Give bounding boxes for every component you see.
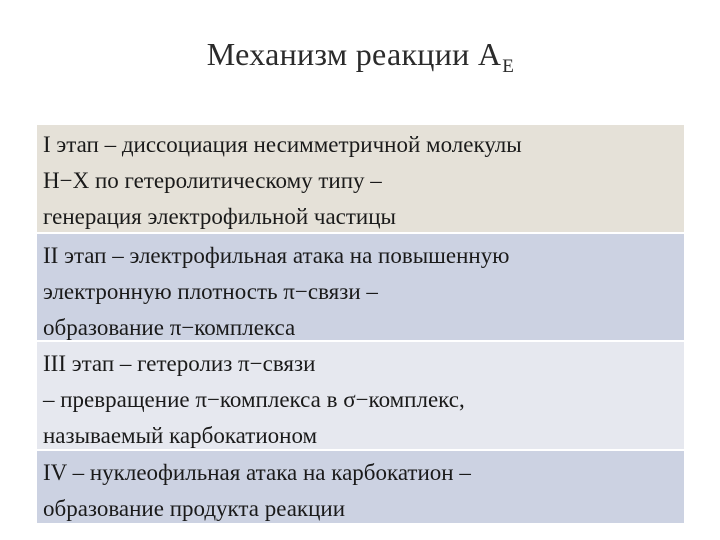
slide-title-subscript: E	[502, 56, 515, 77]
step-1-line-3: генерация электрофильной частицы	[43, 204, 397, 229]
step-2-line-2: электронную плотность π−связи –	[43, 279, 378, 304]
slide-title-text: Механизм реакции A	[206, 36, 502, 72]
step-1-line-1: I этап – диссоциация несимметричной молекулы	[43, 132, 522, 157]
step-3-line-3: называемый карбокатионом	[43, 423, 318, 448]
step-4-line-1: IV – нуклеофильная атака на карбокатион –	[43, 460, 471, 485]
step-3-line-1: III этап – гетеролиз π−связи	[43, 351, 316, 376]
step-3-row	[37, 342, 684, 451]
step-1-row	[37, 125, 684, 234]
mechanism-steps-table	[37, 125, 684, 523]
step-1-line-2: H−X по гетеролитическому типу –	[43, 168, 382, 193]
step-2-line-1: II этап – электрофильная атака на повышенную	[43, 243, 510, 268]
step-4-row	[37, 451, 684, 523]
step-2-row	[37, 234, 684, 342]
step-3-line-2: – превращение π−комплекса в σ−комплекс,	[43, 387, 465, 412]
step-4-line-2: образование продукта реакции	[43, 496, 346, 521]
slide-title	[0, 36, 720, 77]
step-2-line-3: образование π−комплекса	[43, 315, 296, 340]
